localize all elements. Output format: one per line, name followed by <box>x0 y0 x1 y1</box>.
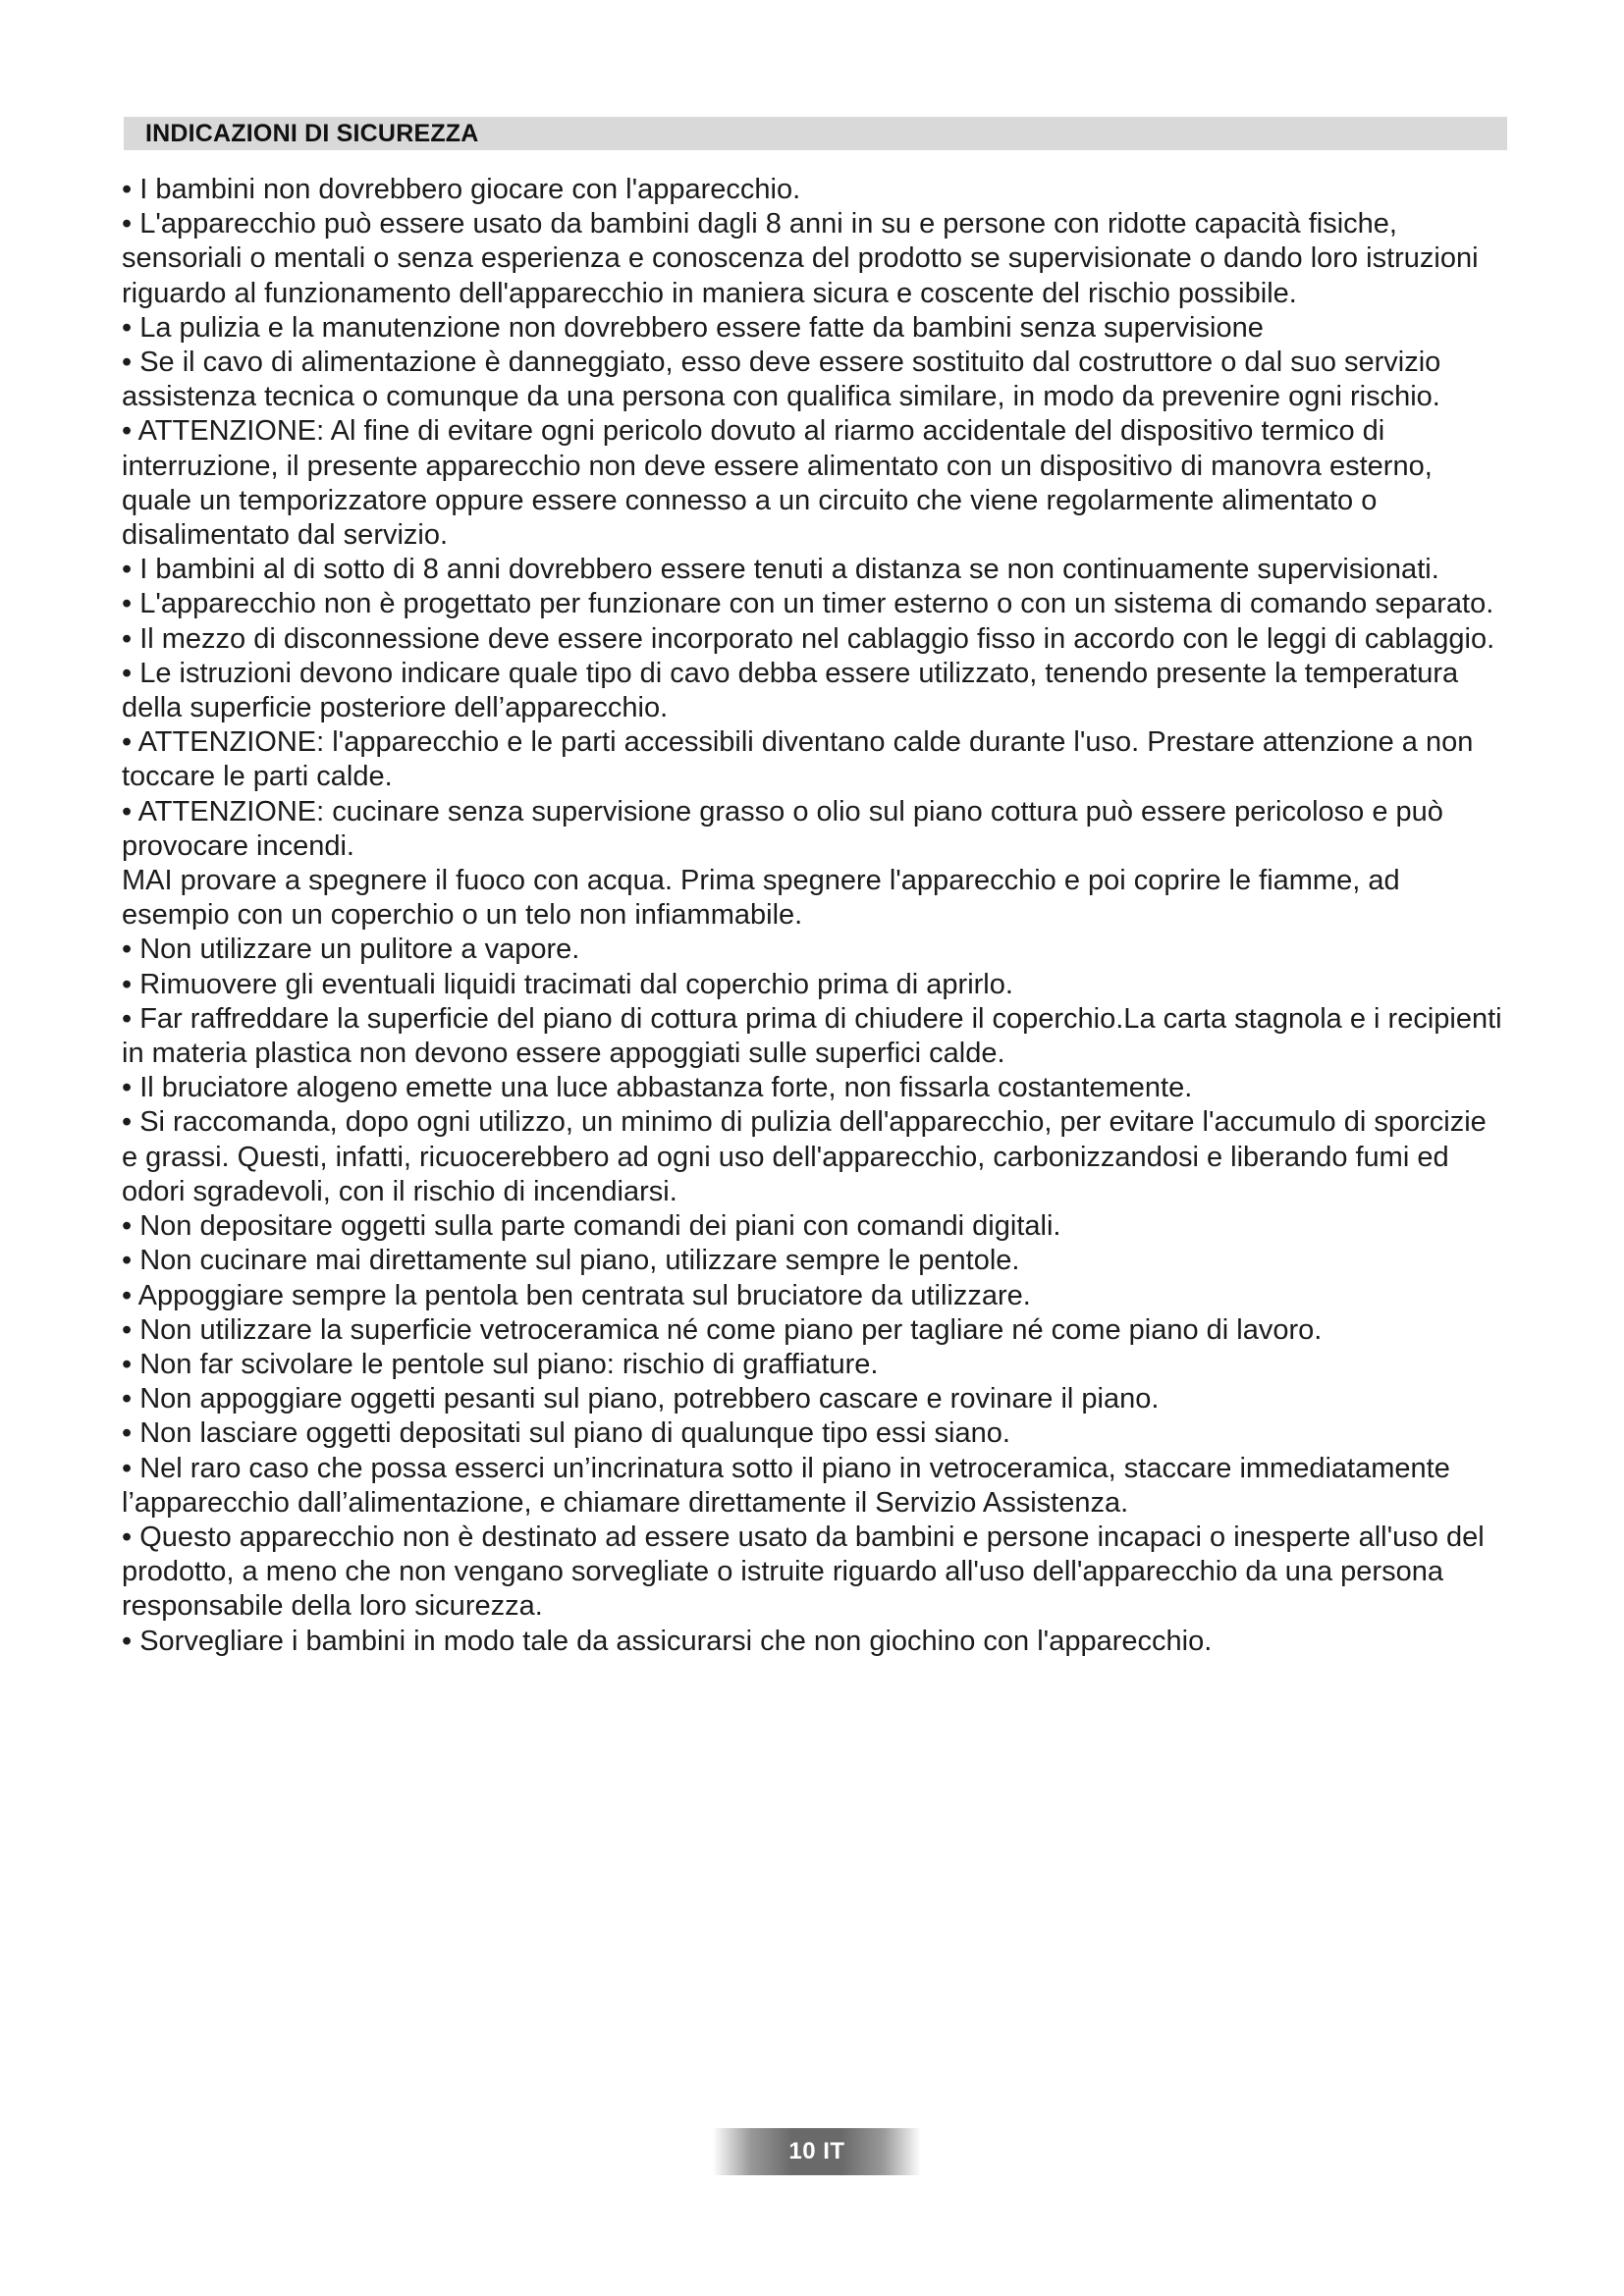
paragraph: • Non cucinare mai direttamente sul piano, utilizzare sempre le pentole. <box>122 1245 1020 1277</box>
paragraph: • Non appoggiare oggetti pesanti sul piano, potrebbero cascare e rovinare il piano. <box>122 1383 1160 1415</box>
paragraph: • I bambini al di sotto di 8 anni dovrebbero essere tenuti a distanza se non continuamente supervisionati. <box>122 554 1439 586</box>
paragraph: • Far raffreddare la superficie del piano di cottura prima di chiudere il coperchio.La carta stagnola e i recipienti in materia plastica non devono essere appoggiati sulle superfici calde. <box>122 1002 1502 1070</box>
page-number: 10 IT <box>788 2138 845 2164</box>
paragraph: • La pulizia e la manutenzione non dovrebbero essere fatte da bambini senza supervisione <box>122 311 1264 344</box>
paragraph: • I bambini non dovrebbero giocare con l'apparecchio. <box>122 174 801 205</box>
paragraph: • Sorvegliare i bambini in modo tale da assicurarsi che non giochino con l'apparecchio. <box>122 1625 1213 1657</box>
paragraph: • L'apparecchio non è progettato per funzionare con un timer esterno o con un sistema di comando separato. <box>122 588 1494 620</box>
paragraph: • ATTENZIONE: cucinare senza supervisione grasso o olio sul piano cottura può essere pericoloso e può provocare incendi. <box>122 795 1443 862</box>
paragraph: • Nel raro caso che possa esserci un’incrinatura sotto il piano in vetroceramica, staccare immediatamente l’apparecchio dall’alimentazione, e chiamare direttamente il Servizio Assistenza. <box>122 1452 1450 1519</box>
page-number-badge <box>713 2128 921 2175</box>
paragraph: • Non utilizzare un pulitore a vapore. <box>122 934 580 966</box>
paragraph: • Questo apparecchio non è destinato ad essere usato da bambini e persone incapaci o inesperte all'uso del prodotto, a meno che non vengano sorvegliate o istruite riguardo all'uso dell'apparecchio da una persona responsabile della loro sicurezza. <box>122 1521 1485 1623</box>
paragraph: • L'apparecchio può essere usato da bambini dagli 8 anni in su e persone con ridotte capacità fisiche, sensoriali o mentali o senza esperienza e conoscenza del prodotto se supervisionate o dando loro istruzioni riguardo al funzionamento dell'apparecchio in maniera sicura e coscente del rischio possibile. <box>122 208 1479 309</box>
paragraph: • Se il cavo di alimentazione è danneggiato, esso deve essere sostituito dal costruttore o dal suo servizio assistenza tecnica o comunque da una persona con qualifica similare, in modo da prevenire ogni rischio. <box>122 347 1441 413</box>
paragraph: MAI provare a spegnere il fuoco con acqua. Prima spegnere l'apparecchio e poi coprire le fiamme, ad esempio con un coperchio o un telo non infiammabile. <box>122 865 1400 932</box>
paragraph: • Il mezzo di disconnessione deve essere incorporato nel cablaggio fisso in accordo con le leggi di cablaggio. <box>122 622 1495 655</box>
paragraph: • ATTENZIONE: l'apparecchio e le parti accessibili diventano calde durante l'uso. Prestare attenzione a non toccare le parti calde. <box>122 726 1474 793</box>
safety-instructions-body <box>122 173 1508 1659</box>
paragraph: • Non far scivolare le pentole sul piano: rischio di graffiature. <box>122 1348 879 1380</box>
paragraph: • Non lasciare oggetti depositati sul piano di qualunque tipo essi siano. <box>122 1417 1010 1450</box>
paragraph: • ATTENZIONE: Al fine di evitare ogni pericolo dovuto al riarmo accidentale del dispositivo termico di interruzione, il presente apparecchio non deve essere alimentato con un dispositivo di manovra esterno, quale un temporizzatore oppure essere connesso a un circuito che viene regolarmente alimentato o disalimentato dal servizio. <box>122 415 1433 552</box>
paragraph: • Il bruciatore alogeno emette una luce abbastanza forte, non fissarla costantemente. <box>122 1072 1193 1104</box>
paragraph: • Non utilizzare la superficie vetroceramica né come piano per tagliare né come piano di lavoro. <box>122 1313 1323 1346</box>
section-title: INDICAZIONI DI SICUREZZA <box>145 119 479 147</box>
paragraph: • Rimuovere gli eventuali liquidi tracimati dal coperchio prima di aprirlo. <box>122 968 1013 1000</box>
paragraph: • Non depositare oggetti sulla parte comandi dei piani con comandi digitali. <box>122 1210 1061 1243</box>
paragraph: • Le istruzioni devono indicare quale tipo di cavo debba essere utilizzato, tenendo presente la temperatura della superficie posteriore dell’apparecchio. <box>122 657 1459 724</box>
section-header-bar <box>124 117 1507 150</box>
paragraph: • Si raccomanda, dopo ogni utilizzo, un minimo di pulizia dell'apparecchio, per evitare l'accumulo di sporcizie e grassi. Questi, infatti, ricuocerebbero ad ogni uso dell'apparecchio, carbonizzandosi e liberando fumi ed odori sgradevoli, con il rischio di incendiarsi. <box>122 1106 1487 1207</box>
paragraph: • Appoggiare sempre la pentola ben centrata sul bruciatore da utilizzare. <box>122 1279 1031 1311</box>
